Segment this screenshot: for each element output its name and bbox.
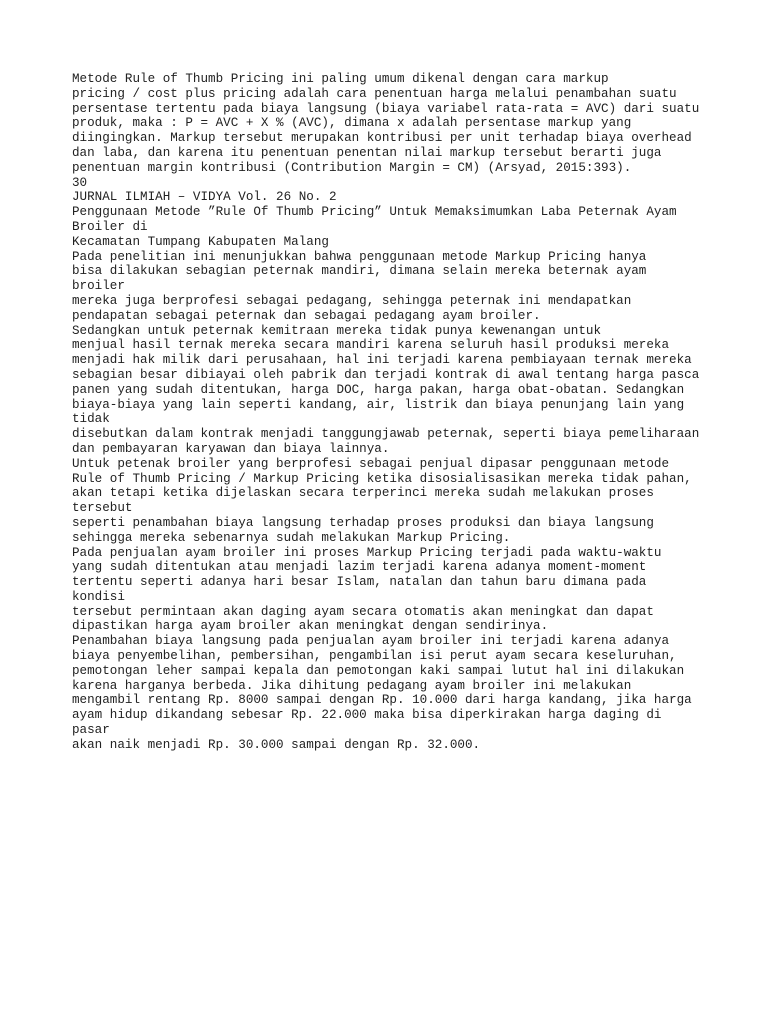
text-line: Rule of Thumb Pricing / Markup Pricing ketika disosialisasikan mereka tidak pahan, — [72, 471, 692, 486]
article-title: Penggunaan Metode ”Rule Of Thumb Pricing” Untuk Memaksimumkan Laba Peternak Ayam — [72, 205, 677, 220]
text-line: kondisi — [72, 589, 125, 604]
text-line: Pada penjualan ayam broiler ini proses Markup Pricing terjadi pada waktu-waktu — [72, 545, 662, 560]
text-line: ayam hidup dikandang sebesar Rp. 22.000 maka bisa diperkirakan harga daging di — [72, 708, 662, 723]
text-line: penentuan margin kontribusi (Contribution Margin = CM) (Arsyad, 2015:393). — [72, 160, 632, 175]
text-line: biaya-biaya yang lain seperti kandang, air, listrik dan biaya penunjang lain yang — [72, 397, 685, 412]
text-line: sehingga mereka sebenarnya sudah melakukan Markup Pricing. — [72, 530, 511, 545]
text-line: seperti penambahan biaya langsung terhadap proses produksi dan biaya langsung — [72, 515, 654, 530]
text-line: persentase tertentu pada biaya langsung (biaya variabel rata-rata = AVC) dari suatu — [72, 101, 700, 116]
text-line: biaya penyembelihan, pembersihan, pengambilan isi perut ayam secara keseluruhan, — [72, 649, 677, 664]
article-title: Kecamatan Tumpang Kabupaten Malang — [72, 234, 329, 249]
text-line: dipastikan harga ayam broiler akan meningkat dengan sendirinya. — [72, 619, 549, 634]
text-line: dan pembayaran karyawan dan biaya lainnya. — [72, 441, 390, 456]
document-body — [72, 72, 712, 753]
text-line: disebutkan dalam kontrak menjadi tanggungjawab peternak, seperti biaya pemeliharaan — [72, 427, 700, 442]
text-line: tidak — [72, 412, 110, 427]
text-line: Untuk petenak broiler yang berprofesi sebagai penjual dipasar penggunaan metode — [72, 456, 670, 471]
text-line: produk, maka : P = AVC + X % (AVC), dimana x adalah persentase markup yang — [72, 116, 632, 131]
article-title: Broiler di — [72, 219, 148, 234]
text-line: pemotongan leher sampai kepala dan pemotongan kaki sampai lutut hal ini dilakukan — [72, 663, 685, 678]
text-line: pricing / cost plus pricing adalah cara penentuan harga melalui penambahan suatu — [72, 86, 677, 101]
text-line: karena harganya berbeda. Jika dihitung pedagang ayam broiler ini melakukan — [72, 678, 632, 693]
text-line: sebagian besar dibiayai oleh pabrik dan terjadi kontrak di awal tentang harga pasca — [72, 367, 700, 382]
text-line: menjadi hak milik dari perusahaan, hal ini terjadi karena pembiayaan ternak mereka — [72, 353, 692, 368]
text-line: akan tetapi ketika dijelaskan secara terperinci mereka sudah melakukan proses — [72, 486, 654, 501]
text-line: yang sudah ditentukan atau menjadi lazim terjadi karena adanya moment-moment — [72, 560, 647, 575]
text-line: Penambahan biaya langsung pada penjualan ayam broiler ini terjadi karena adanya — [72, 634, 670, 649]
text-line: pendapatan sebagai peternak dan sebagai pedagang ayam broiler. — [72, 308, 541, 323]
text-line: Metode Rule of Thumb Pricing ini paling umum dikenal dengan cara markup — [72, 72, 609, 86]
text-line: tersebut permintaan akan daging ayam secara otomatis akan meningkat dan dapat — [72, 604, 654, 619]
text-line: akan naik menjadi Rp. 30.000 sampai dengan Rp. 32.000. — [72, 737, 481, 752]
text-line: Pada penelitian ini menunjukkan bahwa penggunaan metode Markup Pricing hanya — [72, 249, 647, 264]
text-line: Sedangkan untuk peternak kemitraan mereka tidak punya kewenangan untuk — [72, 323, 602, 338]
text-line: menjual hasil ternak mereka secara mandiri karena seluruh hasil produksi mereka — [72, 338, 670, 353]
text-line: dan laba, dan karena itu penentuan penentan nilai markup tersebut berarti juga — [72, 145, 662, 160]
text-line: panen yang sudah ditentukan, harga DOC, harga pakan, harga obat-obatan. Sedangkan — [72, 382, 685, 397]
text-line: tersebut — [72, 501, 133, 516]
text-line: broiler — [72, 279, 125, 294]
page-number: 30 — [72, 175, 88, 190]
text-line: mereka juga berprofesi sebagai pedagang, sehingga peternak ini mendapatkan — [72, 293, 632, 308]
text-line: bisa dilakukan sebagian peternak mandiri, dimana selain mereka beternak ayam — [72, 264, 647, 279]
text-line: pasar — [72, 723, 110, 738]
text-line: diingingkan. Markup tersebut merupakan kontribusi per unit terhadap biaya overhead — [72, 131, 692, 146]
text-line: tertentu seperti adanya hari besar Islam, natalan dan tahun baru dimana pada — [72, 575, 647, 590]
text-line: mengambil rentang Rp. 8000 sampai dengan Rp. 10.000 dari harga kandang, jika harga — [72, 693, 692, 708]
journal-header: JURNAL ILMIAH – VIDYA Vol. 26 No. 2 — [72, 190, 337, 205]
